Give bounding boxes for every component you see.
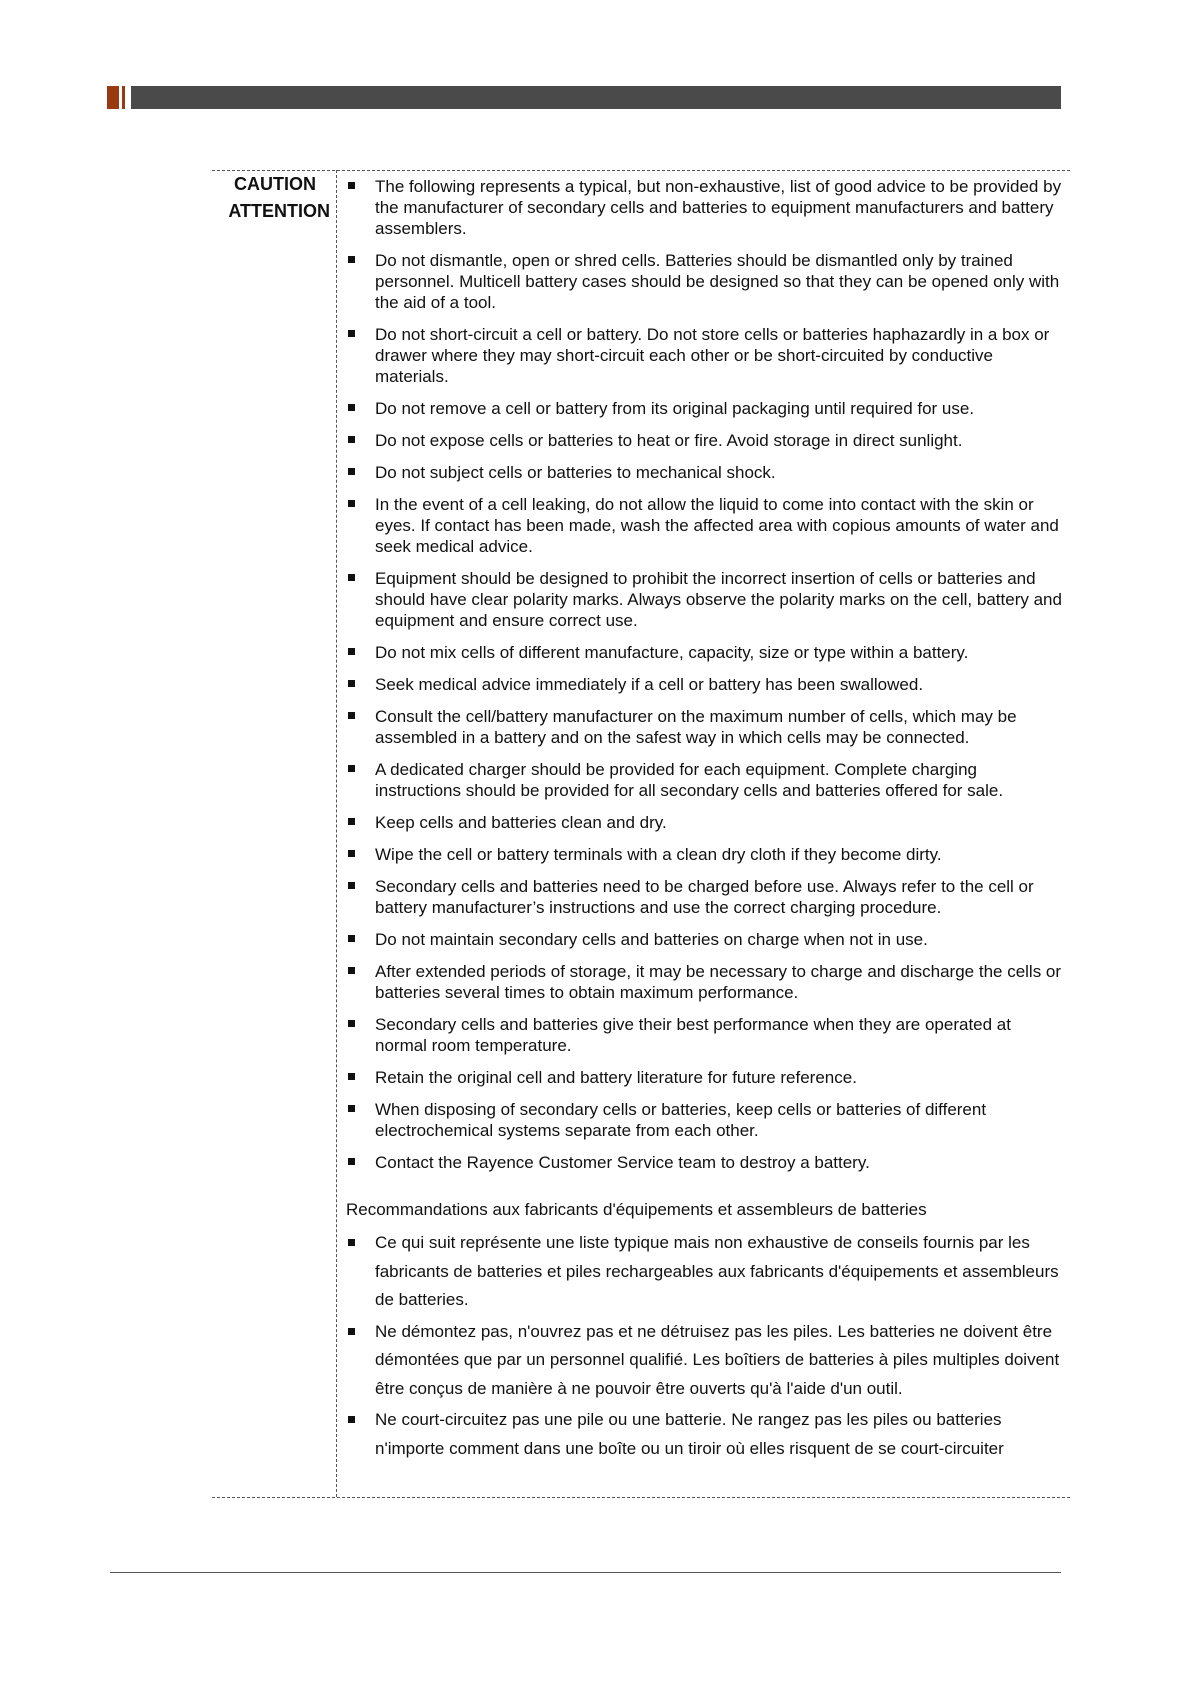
list-item [346, 1152, 1066, 1173]
list-item [346, 961, 1066, 1003]
header-bar [131, 86, 1061, 109]
table-column-divider [336, 170, 337, 1497]
square-bullet-icon [348, 935, 355, 942]
label-column [212, 170, 330, 225]
square-bullet-icon [348, 712, 355, 719]
list-item-text: In the event of a cell leaking, do not allow the liquid to come into contact with the skin or eyes. If contact has been made, wash the affected area with copious amounts of water and seek medical advice. [375, 495, 1059, 556]
list-item-text: Do not mix cells of different manufacture, capacity, size or type within a battery. [375, 643, 969, 662]
list-item-text: After extended periods of storage, it may be necessary to charge and discharge the cells or batteries several times to obtain maximum performance. [375, 962, 1062, 1002]
square-bullet-icon [348, 967, 355, 974]
list-item [346, 812, 1066, 833]
list-item [346, 876, 1066, 918]
list-item-text: Equipment should be designed to prohibit the incorrect insertion of cells or batteries and should have clear polarity marks. Always observe the polarity marks on the cell, battery and equipment and ensure correct use. [375, 569, 1062, 630]
square-bullet-icon [348, 500, 355, 507]
square-bullet-icon [348, 765, 355, 772]
list-item [346, 462, 1066, 483]
french-section-heading: Recommandations aux fabricants d'équipements et assembleurs de batteries [346, 1200, 927, 1219]
square-bullet-icon [348, 1073, 355, 1080]
square-bullet-icon [348, 1158, 355, 1165]
square-bullet-icon [348, 404, 355, 411]
square-bullet-icon [348, 1239, 355, 1246]
list-item-text: Wipe the cell or battery terminals with a clean dry cloth if they become dirty. [375, 845, 942, 864]
square-bullet-icon [348, 850, 355, 857]
list-item-text: The following represents a typical, but non-exhaustive, list of good advice to be provided by the manufacturer of secondary cells and batteries to equipment manufacturers and battery assemblers. [375, 177, 1062, 238]
list-item-text: Consult the cell/battery manufacturer on the maximum number of cells, which may be assembled in a battery and on the safest way in which cells may be connected. [375, 707, 1017, 747]
list-item [346, 706, 1066, 748]
list-item [346, 1229, 1066, 1315]
table-bottom-rule [212, 1497, 1070, 1498]
list-item [346, 1318, 1066, 1404]
list-item-text: Retain the original cell and battery literature for future reference. [375, 1068, 857, 1087]
square-bullet-icon [348, 574, 355, 581]
list-item-text: Secondary cells and batteries need to be charged before use. Always refer to the cell or battery manufacturer’s instructions and use the correct charging procedure. [375, 877, 1034, 917]
list-item-text: Seek medical advice immediately if a cell or battery has been swallowed. [375, 675, 924, 694]
list-item [346, 674, 1066, 695]
square-bullet-icon [348, 1328, 355, 1335]
list-item [346, 250, 1066, 313]
attention-label: ATTENTION [228, 201, 330, 221]
list-item-text: Do not maintain secondary cells and batteries on charge when not in use. [375, 930, 928, 949]
square-bullet-icon [348, 648, 355, 655]
french-advice-list [346, 1229, 1066, 1463]
list-item [346, 1067, 1066, 1088]
square-bullet-icon [348, 818, 355, 825]
list-item-text: Do not expose cells or batteries to heat or fire. Avoid storage in direct sunlight. [375, 431, 963, 450]
footer-rule [110, 1572, 1061, 1573]
list-item [346, 568, 1066, 631]
square-bullet-icon [348, 1105, 355, 1112]
header-accent-block [107, 86, 119, 109]
list-item-text: Do not short-circuit a cell or battery. Do not store cells or batteries haphazardly in a box or drawer where they may short-circuit each other or be short-circuited by conductive materials. [375, 325, 1050, 386]
square-bullet-icon [348, 436, 355, 443]
list-item-text: Ce qui suit représente une liste typique mais non exhaustive de conseils fournis par les fabricants de batteries et piles rechargeables aux fabricants d'équipements et assembleurs de batteries. [375, 1233, 1059, 1309]
list-item-text: Ne court-circuitez pas une pile ou une batterie. Ne rangez pas les piles ou batteries n'importe comment dans une boîte ou un tiroir où elles risquent de se court-circuiter [375, 1410, 1004, 1458]
list-item [346, 1014, 1066, 1056]
list-item-text: Do not dismantle, open or shred cells. Batteries should be dismantled only by trained personnel. Multicell battery cases should be designed so that they can be opened only with the aid of a tool. [375, 251, 1060, 312]
list-item [346, 494, 1066, 557]
square-bullet-icon [348, 330, 355, 337]
list-item-text: A dedicated charger should be provided for each equipment. Complete charging instructions should be provided for all secondary cells and batteries offered for sale. [375, 760, 1004, 800]
list-item-text: Ne démontez pas, n'ouvrez pas et ne détruisez pas les piles. Les batteries ne doivent être démontées que par un personnel qualifié. Les boîtiers de batteries à piles multiples doivent être conçus de manière à ne pouvoir être ouverts qu'à l'aide d'un outil. [375, 1321, 1060, 1398]
list-item [346, 398, 1066, 419]
list-item [346, 1406, 1066, 1463]
list-item [346, 1099, 1066, 1141]
square-bullet-icon [348, 256, 355, 263]
list-item-text: Do not remove a cell or battery from its original packaging until required for use. [375, 399, 975, 418]
list-item-text: When disposing of secondary cells or batteries, keep cells or batteries of different electrochemical systems separate from each other. [375, 1100, 987, 1140]
list-item-text: Secondary cells and batteries give their best performance when they are operated at normal room temperature. [375, 1015, 1011, 1055]
list-item [346, 176, 1066, 239]
list-item-text: Do not subject cells or batteries to mechanical shock. [375, 463, 776, 482]
list-item-text: Keep cells and batteries clean and dry. [375, 813, 667, 832]
list-item [346, 844, 1066, 865]
square-bullet-icon [348, 882, 355, 889]
square-bullet-icon [348, 468, 355, 475]
advice-content [346, 176, 1066, 1466]
list-item [346, 324, 1066, 387]
square-bullet-icon [348, 1020, 355, 1027]
list-item [346, 642, 1066, 663]
square-bullet-icon [348, 1416, 355, 1423]
caution-label: CAUTION [234, 174, 316, 194]
list-item [346, 759, 1066, 801]
list-item [346, 430, 1066, 451]
table-top-rule [212, 170, 1070, 171]
square-bullet-icon [348, 680, 355, 687]
english-advice-list [346, 176, 1066, 1173]
list-item-text: Contact the Rayence Customer Service team to destroy a battery. [375, 1153, 870, 1172]
square-bullet-icon [348, 182, 355, 189]
header-accent-stripe [122, 86, 125, 109]
list-item [346, 929, 1066, 950]
